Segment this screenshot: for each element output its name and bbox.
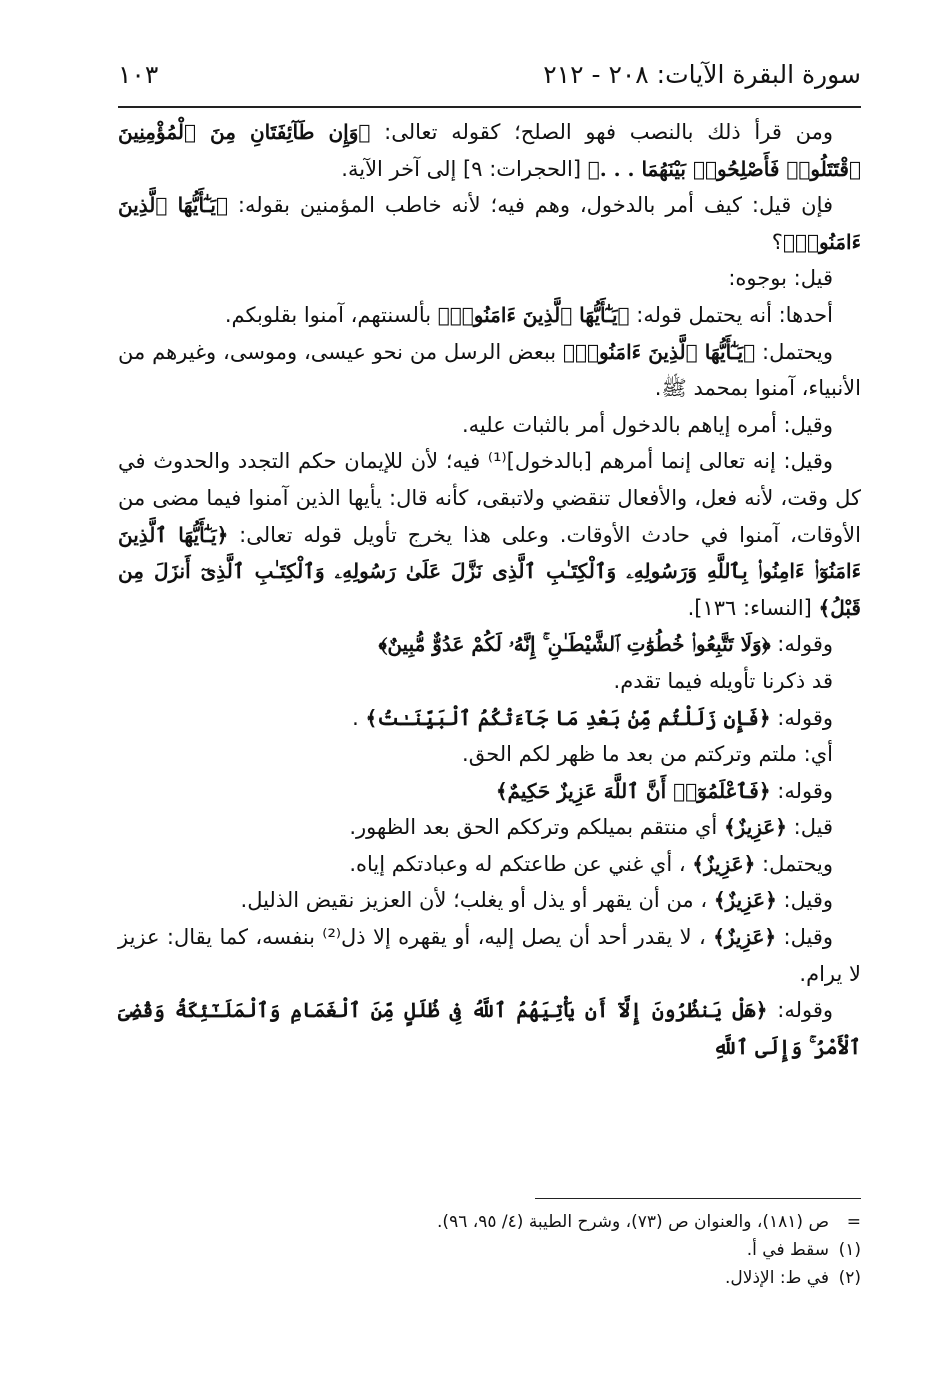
paragraph-text: وقوله: bbox=[770, 632, 833, 657]
paragraph bbox=[118, 334, 861, 407]
quran-quote: ﴿يَـٰٓأَيُّهَا ٱلَّذِينَ ءَامَنُوا۟﴾ bbox=[437, 302, 630, 327]
footnote-rule bbox=[535, 1198, 861, 1199]
paragraph-text: ، أي غني عن طاعتكم له وعبادتكم إياه. bbox=[349, 851, 693, 876]
paragraph bbox=[118, 187, 861, 260]
quran-quote: ﴿فَإِن زَلَلْتُم مِّنۢ بَعْدِ مَا جَآءَتْكُمُ ٱلْبَيِّنَـٰتُ﴾ bbox=[365, 705, 771, 730]
quran-quote: ﴿هَلْ يَنظُرُونَ إِلَّآ أَن يَأْتِيَهُمُ ٱللَّهُ فِى ظُلَلٍ مِّنَ ٱلْغَمَامِ وَٱلْمَلَـٰٓئِكَةُ وَقُضِىَ ٱلْأَمْرُ ۚ وَإِلَى ٱللَّهِ bbox=[118, 998, 861, 1059]
paragraph-text: بألسنتهم، آمنوا بقلوبكم. bbox=[224, 302, 438, 327]
quran-quote: ﴿عَزِيزٌ﴾ bbox=[713, 888, 777, 913]
quran-quote: ﴿وَإِن طَآئِفَتَانِ مِنَ ٱلْمُؤْمِنِينَ ٱقْتَتَلُوا۟ فَأَصْلِحُوا۟ بَيْنَهُمَا . . .﴾ bbox=[118, 120, 861, 181]
paragraph bbox=[118, 809, 861, 846]
paragraph-text: ، لا يقدر أحد أن يصل إليه، أو يقهره إلا ذل⁽²⁾ بنفسه، كما يقال: عزيز لا يرام. bbox=[118, 925, 861, 986]
paragraph-text: وقيل: إنه تعالى إنما أمرهم [بالدخول]⁽¹⁾ فيه؛ لأن للإيمان حكم التجدد والحدوث في كل وقت، لأنه فعل، والأفعال تنقضي ولاتبقى، كأنه قال: يأيها الذين آمنوا فيما مضى من الأوقات، آمنوا في حادث الأوقات. وعلى هذا يخرج تأويل قوله تعالى: bbox=[118, 449, 861, 547]
paragraph-text: . bbox=[352, 705, 366, 730]
paragraph-text: ؟ bbox=[771, 229, 783, 254]
paragraph-text: ومن قرأ ذلك بالنصب فهو الصلح؛ كقوله تعالى: bbox=[370, 120, 833, 144]
running-title: سورة البقرة الآيات: ٢٠٨ - ٢١٢ bbox=[543, 60, 861, 89]
paragraph-text: ويحتمل: bbox=[755, 851, 833, 876]
paragraph-text: وقوله: bbox=[770, 778, 833, 803]
quran-quote: ﴿عَزِيزٌ﴾ bbox=[713, 925, 777, 950]
footnote-mark: = bbox=[846, 1212, 861, 1232]
paragraph bbox=[118, 114, 861, 187]
quran-quote: ﴿وَلَا تَتَّبِعُوا۟ خُطُوَٰتِ ٱلشَّيْطَـٰنِ ۚ إِنَّهُۥ لَكُمْ عَدُوٌّ مُّبِينٌ﴾ bbox=[378, 632, 771, 657]
paragraph-text: وقوله: bbox=[767, 998, 834, 1023]
paragraph-text: قيل: بوجوه: bbox=[728, 266, 833, 291]
paragraph-text: وقيل: bbox=[776, 925, 834, 950]
footnote-text: سقط في أ. bbox=[746, 1240, 829, 1260]
paragraph-text: ، من أن يقهر أو يذل أو يغلب؛ لأن العزيز نقيض الذليل. bbox=[240, 888, 714, 913]
paragraph bbox=[118, 407, 861, 444]
paragraph bbox=[118, 700, 861, 737]
quran-quote: ﴿عَزِيزٌ﴾ bbox=[723, 815, 787, 840]
footnote-text: في ط: الإذلال. bbox=[725, 1268, 829, 1288]
quran-quote: ﴿يَـٰٓأَيُّهَا ٱلَّذِينَ ءَامَنُوا۟﴾ bbox=[118, 193, 861, 254]
footnote-text: ص (١٨١)، والعنوان ص (٧٣)، وشرح الطيبة (٤/ ٩٥، ٩٦). bbox=[437, 1212, 829, 1232]
paragraph bbox=[118, 992, 861, 1065]
paragraph-text: فإن قيل: كيف أمر بالدخول، وهم فيه؛ لأنه خاطب المؤمنين بقوله: bbox=[228, 193, 834, 218]
header-rule bbox=[118, 106, 861, 108]
paragraph-text: ويحتمل: bbox=[755, 339, 833, 364]
paragraph-text: وقوله: bbox=[770, 705, 833, 730]
quran-quote: ﴿فَٱعْلَمُوٓا۟ أَنَّ ٱللَّهَ عَزِيزٌ حَكِيمٌ﴾ bbox=[495, 778, 771, 803]
paragraph bbox=[118, 846, 861, 883]
paragraph-text: ببعض الرسل من نحو عيسى، وموسى، وغيرهم من الأنبياء، آمنوا بمحمد ﷺ. bbox=[118, 339, 861, 401]
paragraph-text: وقيل: أمره إياهم بالدخول أمر بالثبات عليه. bbox=[461, 412, 833, 437]
footnote bbox=[118, 1236, 861, 1264]
paragraph bbox=[118, 773, 861, 810]
paragraph-text: [النساء: ١٣٦]. bbox=[687, 595, 819, 620]
paragraph-text: أحدها: أنه يحتمل قوله: bbox=[629, 302, 833, 327]
footnote bbox=[118, 1264, 861, 1292]
paragraph bbox=[118, 663, 861, 700]
paragraph bbox=[118, 443, 861, 626]
page-number: ١٠٣ bbox=[118, 60, 159, 89]
footnote bbox=[118, 1208, 861, 1236]
footnote-mark: (١) bbox=[838, 1240, 861, 1260]
footnote-mark: (٢) bbox=[838, 1268, 861, 1288]
paragraph-text: وقيل: bbox=[776, 888, 833, 913]
running-header bbox=[118, 60, 861, 100]
paragraph-text: [الحجرات: ٩] إلى آخر الآية. bbox=[341, 156, 588, 181]
paragraph-text: أي: ملتم وتركتم من بعد ما ظهر لكم الحق. bbox=[462, 742, 833, 767]
paragraph bbox=[118, 919, 861, 992]
paragraph bbox=[118, 297, 861, 334]
paragraph-text: قيل: bbox=[786, 815, 833, 840]
quran-quote: ﴿عَزِيزٌ﴾ bbox=[692, 851, 756, 876]
paragraph bbox=[118, 736, 861, 773]
paragraph-text: أي منتقم بميلكم وترككم الحق بعد الظهور. bbox=[349, 815, 724, 840]
quran-quote: ﴿يَـٰٓأَيُّهَا ٱلَّذِينَ ءَامَنُوٓا۟ ءَامِنُوا۟ بِٱللَّهِ وَرَسُولِهِۦ وَٱلْكِتَـٰبِ ٱلَّذِى نَزَّلَ عَلَىٰ رَسُولِهِۦ وَٱلْكِتَـٰبِ ٱلَّذِىٓ أَنزَلَ مِن قَبْلُ﴾ bbox=[118, 522, 861, 620]
paragraph-text: قد ذكرنا تأويله فيما تقدم. bbox=[613, 668, 833, 693]
main-text bbox=[118, 114, 861, 1065]
paragraph bbox=[118, 882, 861, 919]
paragraph bbox=[118, 260, 861, 297]
paragraph bbox=[118, 626, 861, 663]
quran-quote: ﴿يَـٰٓأَيُّهَا ٱلَّذِينَ ءَامَنُوا۟﴾ bbox=[563, 339, 756, 364]
footnotes bbox=[118, 1208, 861, 1292]
